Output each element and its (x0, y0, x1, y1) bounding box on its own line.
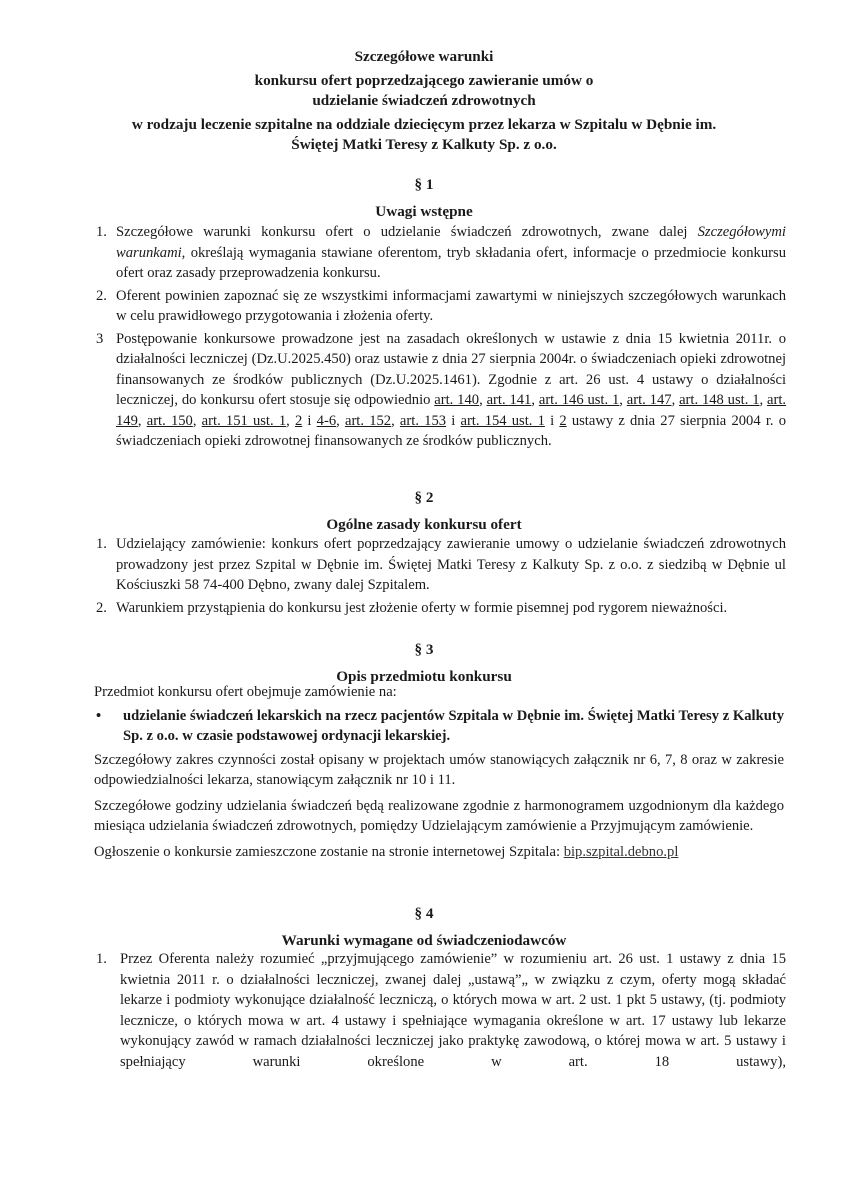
law-reference-link[interactable]: art. 146 ust. 1 (538, 392, 620, 408)
list-item (96, 222, 786, 284)
item-number: 3 (96, 330, 104, 347)
item-number: 1. (96, 536, 107, 552)
paragraph: Przedmiot konkursu ofert obejmuje zamówienie na: (94, 684, 397, 700)
section-number: § 2 (414, 489, 434, 506)
separator: , (759, 392, 767, 408)
title-line: konkursu ofert poprzedzającego zawieranie umów o (254, 71, 594, 89)
section-title: Opis przedmiotu konkursu (336, 668, 512, 685)
law-reference-link[interactable]: art. 149 (116, 392, 787, 429)
section-2-body (96, 534, 786, 620)
section-3-body (94, 682, 784, 867)
section-number: § 3 (414, 641, 434, 658)
item-text: Oferent powinien zapoznać się ze wszystkimi informacjami zawartymi w niniejszych szczegółowych warunkach w celu prawidłowego przygotowania i złożenia oferty. (116, 287, 786, 324)
law-reference-link[interactable]: art. 148 ust. 1 (679, 392, 760, 408)
list-item (96, 598, 786, 619)
separator: i (302, 412, 317, 429)
bullet-text: udzielanie świadczeń lekarskich na rzecz pacjentów Szpitala w Dębnie im. Świętej Matki Teresy z Kalkuty Sp. z o.o. w czasie podstawowej ordynacji lekarskiej. (123, 707, 784, 744)
separator: i (544, 412, 560, 429)
law-reference-link[interactable]: 4-6 (316, 412, 337, 429)
bullet-icon: • (96, 707, 102, 724)
section-3-heading (0, 640, 848, 687)
paragraph: Szczegółowy zakres czynności został opisany w projektach umów stanowiących załącznik nr 6, 7, 8 oraz w zakresie odpowiedzialności lekarza, stanowiącym załącznik nr 10 i 11. (94, 751, 784, 788)
item-text: ustawy z dnia 27 sierpnia 2004 r. o świadczeniach opieki zdrowotnej finansowanych ze środków publicznych. (116, 412, 786, 449)
item-number: 1. (96, 951, 107, 967)
list-item (96, 534, 786, 596)
item-number: 1. (96, 224, 107, 240)
section-4-heading (0, 904, 848, 951)
list-item (96, 329, 786, 452)
section-title: Ogólne zasady konkursu ofert (326, 516, 522, 533)
law-reference-link[interactable]: art. 154 ust. 1 (460, 412, 545, 429)
list-item (96, 949, 786, 1072)
item-text: , określają wymagania stawiane oferentom, tryb składania ofert, informacje o przedmiocie konkursu ofert oraz zasady przeprowadzenia konkursu. (116, 244, 786, 281)
item-text: Szczegółowe warunki konkursu ofert o udzielanie świadczeń zdrowotnych, zwane dalej (116, 224, 698, 240)
item-number: 2. (96, 599, 107, 616)
item-text: Warunkiem przystąpienia do konkursu jest złożenie oferty w formie pisemnej pod rygorem nieważności. (116, 599, 728, 616)
separator: , (531, 392, 539, 408)
section-title: Uwagi wstępne (375, 203, 473, 220)
section-1-body (96, 222, 786, 454)
section-2-heading (0, 488, 848, 535)
separator: , (619, 392, 627, 408)
bullet-item (94, 706, 784, 747)
item-text: Udzielający zamówienie: konkurs ofert poprzedzający zawieranie umowy o udzielanie świadczeń zdrowotnych prowadzony jest przez Szpital w Dębnie im. Świętej Matki Teresy z Kalkuty Sp. z o.o. z siedzibą w Dębnie ul Kościuszki 58 74-400 Dębno, zwany dalej Szpitalem. (116, 536, 786, 593)
separator: , (336, 412, 345, 429)
separator: , (286, 412, 295, 429)
title-line: Szczegółowe warunki (354, 48, 494, 65)
section-title: Warunki wymagane od świadczeniodawców (281, 932, 567, 949)
law-reference-link[interactable]: art. 150 (146, 412, 193, 429)
separator: , (192, 412, 202, 429)
section-4-body (96, 949, 786, 1074)
separator: , (137, 412, 147, 429)
item-text: Postępowanie konkursowe prowadzone jest na zasadach określonych w ustawie z dnia 15 kwietnia 2011r. o działalności leczniczej (Dz.U.2025.450) oraz ustawie z dnia 27 sierpnia 2004r. o świadczeniach opieki zdrowotnej finansowanych ze środków publicznych (Dz.U.2025.1461). Zgodnie z art. 26 ust. 4 ustawy o działalności leczniczej, do konkursu ofert stosuje się odpowiednio (116, 330, 786, 408)
list-item (96, 286, 786, 327)
law-reference-link[interactable]: art. 147 (626, 392, 672, 408)
document-title (0, 47, 848, 156)
law-reference-link[interactable]: 2 (559, 412, 567, 429)
title-line: udzielanie świadczeń zdrowotnych (312, 92, 536, 109)
separator: , (479, 392, 487, 408)
paragraph: Szczegółowe godziny udzielania świadczeń będą realizowane zgodnie z harmonogramem uzgodnionym dla każdego miesiąca udzielania świadczeń zdrowotnych, pomiędzy Udzielającym zamówienie a Przyjmującym zamówienie. (94, 797, 784, 834)
title-line: Świętej Matki Teresy z Kalkuty Sp. z o.o. (291, 136, 557, 153)
law-reference-link[interactable]: art. 153 (399, 412, 447, 429)
section-1-heading (0, 175, 848, 222)
announcement-text: Ogłoszenie o konkursie zamieszczone zostanie na stronie internetowej Szpitala: (94, 843, 564, 860)
law-reference-link[interactable]: art. 151 ust. 1 (201, 412, 287, 429)
law-reference-link[interactable]: art. 141 (486, 392, 532, 408)
title-line: w rodzaju leczenie szpitalne na oddziale dziecięcym przez lekarza w Szpitalu w Dębnie im. (131, 115, 717, 133)
item-number: 2. (96, 287, 107, 304)
item-text: Przez Oferenta należy rozumieć „przyjmującego zamówienie” w rozumieniu art. 26 ust. 1 ustawy z dnia 15 kwietnia 2011 r. o działalności leczniczej, zwanej dalej „ustawą”„ w związku z czym, oferty mogą składać lekarze i podmioty wykonujące działalność leczniczą, o których mowa w art. 2 ust. 1 pkt 5 ustawy, (tj. podmioty lecznicze, o których mowa w art. 4 ustawy i spełniające wymagania określone w art. 17 ustawy lub lekarze wykonujący zawód w ramach działalności leczniczej jako praktykę zawodową, o której mowa w art. 5 ustawy i spełniający warunki określone w art. 18 ustawy), (120, 951, 786, 1070)
separator: , (671, 392, 680, 408)
defined-term: Szczegółowymi warunkami (116, 224, 786, 261)
separator: i (446, 412, 461, 429)
section-number: § 4 (414, 905, 434, 922)
announcement-paragraph (94, 842, 784, 863)
website-link[interactable]: bip.szpital.debno.pl (563, 843, 679, 860)
section-number: § 1 (414, 176, 434, 193)
law-reference-link[interactable]: 2 (294, 412, 303, 429)
law-reference-link[interactable]: art. 140 (434, 392, 480, 408)
separator: , (391, 412, 400, 429)
law-reference-link[interactable]: art. 152 (344, 412, 392, 429)
